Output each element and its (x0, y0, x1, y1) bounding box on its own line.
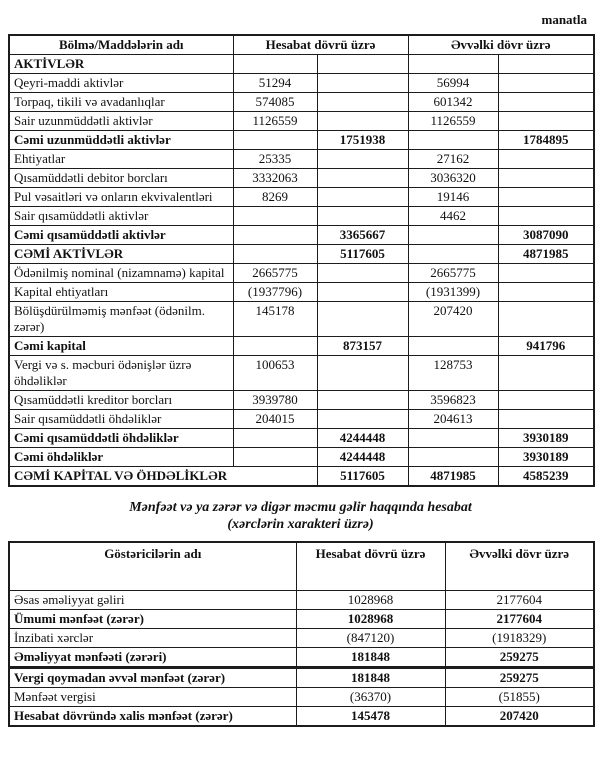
previous-total-cell: 1784895 (498, 131, 594, 150)
current-total-cell (317, 207, 408, 226)
previous-total-cell: 3087090 (498, 226, 594, 245)
current-value-cell: 1126559 (233, 112, 317, 131)
income-statement-title: Mənfəət və ya zərər və digər məcmu gəlir haqqında hesabat (129, 500, 472, 515)
current-total-cell (317, 150, 408, 169)
balance-sheet-table (8, 34, 595, 487)
previous-total-cell (498, 283, 594, 302)
balance-grand-total-row (9, 467, 594, 487)
previous-value-cell: 56994 (408, 74, 498, 93)
row-label: Əsas əməliyyat gəliri (9, 590, 296, 609)
balance-row (9, 112, 594, 131)
current-period-cell: (847120) (296, 628, 445, 647)
income-row-profit-before-tax (9, 667, 594, 687)
grand-total-value-3: 4585239 (498, 467, 594, 487)
previous-total-cell (498, 207, 594, 226)
current-value-cell: 100653 (233, 356, 317, 391)
previous-total-cell (498, 112, 594, 131)
row-label: AKTİVLƏR (9, 55, 233, 74)
current-total-cell (317, 264, 408, 283)
balance-row-total-current-assets (9, 226, 594, 245)
current-value-cell (233, 131, 317, 150)
previous-total-cell (498, 410, 594, 429)
row-label: İnzibati xərclər (9, 628, 296, 647)
row-label: Cəmi kapital (9, 337, 233, 356)
balance-row (9, 391, 594, 410)
balance-row (9, 207, 594, 226)
previous-value-cell: 27162 (408, 150, 498, 169)
previous-value-cell (408, 245, 498, 264)
previous-total-cell (498, 150, 594, 169)
row-label: CƏMİ AKTİVLƏR (9, 245, 233, 264)
previous-value-cell (408, 337, 498, 356)
current-total-cell (317, 169, 408, 188)
previous-total-cell (498, 74, 594, 93)
row-label: CƏMİ KAPİTAL VƏ ÖHDƏLİKLƏR (9, 467, 317, 487)
current-value-cell: 25335 (233, 150, 317, 169)
previous-period-cell: 2177604 (445, 609, 594, 628)
current-total-cell (317, 356, 408, 391)
balance-row (9, 188, 594, 207)
current-value-cell: 574085 (233, 93, 317, 112)
row-label: Ümumi mənfəət (zərər) (9, 609, 296, 628)
previous-value-cell: 128753 (408, 356, 498, 391)
current-total-cell: 3365667 (317, 226, 408, 245)
previous-total-cell (498, 169, 594, 188)
current-period-cell: 1028968 (296, 590, 445, 609)
current-total-cell (317, 74, 408, 93)
current-total-cell: 873157 (317, 337, 408, 356)
balance-row (9, 93, 594, 112)
previous-total-cell (498, 302, 594, 337)
balance-row (9, 169, 594, 188)
row-label: Qısamüddətli debitor borcları (9, 169, 233, 188)
previous-value-cell: 601342 (408, 93, 498, 112)
balance-row (9, 150, 594, 169)
previous-period-cell: (1918329) (445, 628, 594, 647)
previous-value-cell (408, 429, 498, 448)
current-value-cell (233, 226, 317, 245)
column-header-indicator-name: Göstəricilərin adı (9, 542, 296, 590)
previous-total-cell (498, 264, 594, 283)
row-label: Sair qısamüddətli öhdəliklər (9, 410, 233, 429)
balance-row-total-noncurrent-assets (9, 131, 594, 150)
previous-total-cell (498, 356, 594, 391)
current-period-cell: 145478 (296, 706, 445, 726)
current-value-cell: 145178 (233, 302, 317, 337)
balance-row (9, 410, 594, 429)
balance-row-total-current-liabilities (9, 429, 594, 448)
current-total-cell (317, 410, 408, 429)
previous-total-cell: 3930189 (498, 448, 594, 467)
previous-value-cell: 204613 (408, 410, 498, 429)
current-total-cell (317, 283, 408, 302)
row-label: Sair uzunmüddətli aktivlər (9, 112, 233, 131)
current-value-cell: 3939780 (233, 391, 317, 410)
balance-row-total-assets (9, 245, 594, 264)
income-row (9, 590, 594, 609)
current-total-cell (317, 93, 408, 112)
current-total-cell (317, 302, 408, 337)
row-label: Bölüşdürülməmiş mənfəət (ödənilm. zərər) (9, 302, 233, 337)
previous-total-cell: 941796 (498, 337, 594, 356)
balance-row-total-liabilities (9, 448, 594, 467)
grand-total-value-1: 5117605 (317, 467, 408, 487)
current-value-cell: 51294 (233, 74, 317, 93)
previous-value-cell (408, 55, 498, 74)
balance-row (9, 74, 594, 93)
current-value-cell (233, 207, 317, 226)
current-total-cell: 4244448 (317, 429, 408, 448)
row-label: Sair qısamüddətli aktivlər (9, 207, 233, 226)
current-value-cell: 3332063 (233, 169, 317, 188)
grand-total-value-2: 4871985 (408, 467, 498, 487)
current-total-cell: 4244448 (317, 448, 408, 467)
previous-period-cell: 2177604 (445, 590, 594, 609)
current-period-cell: 1028968 (296, 609, 445, 628)
row-label: Qısamüddətli kreditor borcları (9, 391, 233, 410)
income-statement-table (8, 541, 595, 727)
row-label: Cəmi öhdəliklər (9, 448, 233, 467)
previous-period-cell: 259275 (445, 647, 594, 667)
balance-header-row (9, 35, 594, 55)
row-label: Ehtiyatlar (9, 150, 233, 169)
row-label: Torpaq, tikili və avadanlıqlar (9, 93, 233, 112)
current-value-cell (233, 448, 317, 467)
current-value-cell: 8269 (233, 188, 317, 207)
previous-value-cell: 2665775 (408, 264, 498, 283)
income-row-gross-profit (9, 609, 594, 628)
previous-total-cell (498, 55, 594, 74)
row-label: Ödənilmiş nominal (nizamnamə) kapital (9, 264, 233, 283)
row-label: Vergi və s. məcburi ödənişlər üzrə öhdəliklər (9, 356, 233, 391)
current-period-cell: 181848 (296, 667, 445, 687)
previous-total-cell (498, 93, 594, 112)
previous-total-cell: 3930189 (498, 429, 594, 448)
balance-row (9, 356, 594, 391)
previous-value-cell: 3036320 (408, 169, 498, 188)
balance-row (9, 302, 594, 337)
previous-value-cell: (1931399) (408, 283, 498, 302)
income-row (9, 687, 594, 706)
previous-value-cell: 4462 (408, 207, 498, 226)
previous-period-cell: 207420 (445, 706, 594, 726)
row-label: Kapital ehtiyatları (9, 283, 233, 302)
row-label: Mənfəət vergisi (9, 687, 296, 706)
current-value-cell (233, 245, 317, 264)
balance-row (9, 264, 594, 283)
balance-row-assets-section (9, 55, 594, 74)
previous-value-cell (408, 448, 498, 467)
income-row-net-profit (9, 706, 594, 726)
previous-value-cell (408, 131, 498, 150)
income-row-operating-profit (9, 647, 594, 667)
column-header-current-period: Hesabat dövrü üzrə (233, 35, 408, 55)
currency-unit-label: manatla (541, 12, 587, 27)
income-row (9, 628, 594, 647)
row-label: Cəmi qısamüddətli öhdəliklər (9, 429, 233, 448)
current-total-cell: 5117605 (317, 245, 408, 264)
balance-row-total-equity (9, 337, 594, 356)
previous-value-cell (408, 226, 498, 245)
current-value-cell: (1937796) (233, 283, 317, 302)
row-label: Cəmi uzunmüddətli aktivlər (9, 131, 233, 150)
previous-value-cell: 1126559 (408, 112, 498, 131)
previous-total-cell (498, 391, 594, 410)
previous-value-cell: 207420 (408, 302, 498, 337)
balance-row (9, 283, 594, 302)
column-header-section-name: Bölmə/Maddələrin adı (9, 35, 233, 55)
previous-total-cell: 4871985 (498, 245, 594, 264)
previous-value-cell: 3596823 (408, 391, 498, 410)
income-header-row (9, 542, 594, 590)
current-period-cell: 181848 (296, 647, 445, 667)
row-label: Cəmi qısamüddətli aktivlər (9, 226, 233, 245)
current-total-cell (317, 391, 408, 410)
current-total-cell (317, 55, 408, 74)
column-header-previous-period: Əvvəlki dövr üzrə (445, 542, 594, 590)
previous-value-cell: 19146 (408, 188, 498, 207)
previous-period-cell: 259275 (445, 667, 594, 687)
current-value-cell (233, 429, 317, 448)
current-total-cell: 1751938 (317, 131, 408, 150)
row-label: Vergi qoymadan əvvəl mənfəət (zərər) (9, 667, 296, 687)
row-label: Əməliyyat mənfəəti (zərəri) (9, 647, 296, 667)
current-total-cell (317, 112, 408, 131)
current-value-cell (233, 55, 317, 74)
current-period-cell: (36370) (296, 687, 445, 706)
row-label: Hesabat dövründə xalis mənfəət (zərər) (9, 706, 296, 726)
row-label: Qeyri-maddi aktivlər (9, 74, 233, 93)
current-value-cell: 204015 (233, 410, 317, 429)
current-total-cell (317, 188, 408, 207)
current-value-cell: 2665775 (233, 264, 317, 283)
income-statement-subtitle: (xərclərin xarakteri üzrə) (227, 517, 374, 532)
column-header-previous-period: Əvvəlki dövr üzrə (408, 35, 594, 55)
previous-period-cell: (51855) (445, 687, 594, 706)
row-label: Pul vəsaitləri və onların ekvivalentləri (9, 188, 233, 207)
current-value-cell (233, 337, 317, 356)
previous-total-cell (498, 188, 594, 207)
column-header-current-period: Hesabat dövrü üzrə (296, 542, 445, 590)
